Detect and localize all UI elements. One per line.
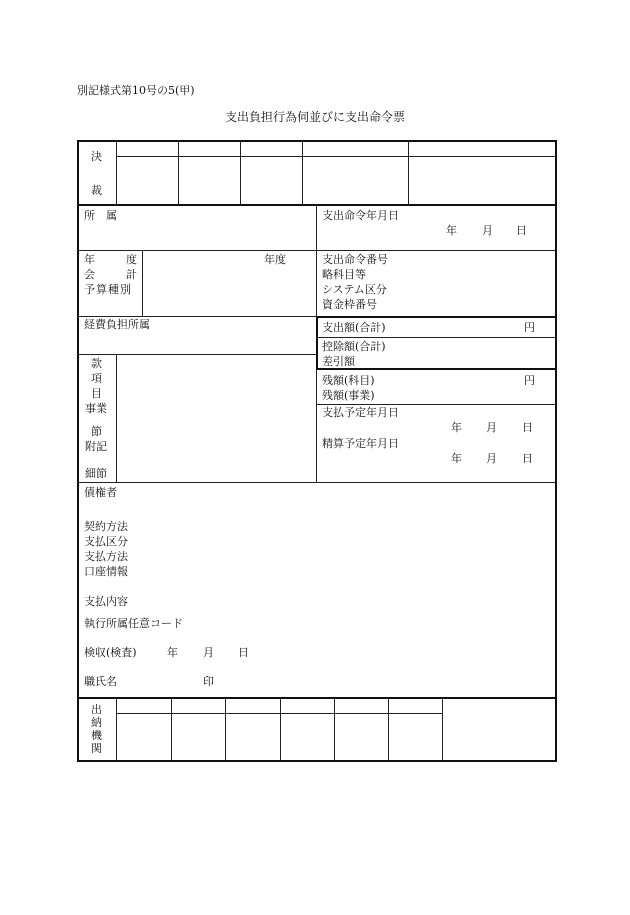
row-line bbox=[78, 354, 316, 355]
treasury-col-line bbox=[171, 699, 172, 761]
order-date-label: 支出命令年月日 bbox=[322, 209, 399, 222]
order-date-month: 月 bbox=[482, 224, 493, 237]
payment-method-label: 支払方法 bbox=[84, 550, 128, 563]
approval-label-top: 決 bbox=[91, 150, 102, 163]
treasury-header-line bbox=[116, 713, 442, 714]
creditor-label: 債権者 bbox=[84, 486, 117, 499]
exec-dept-code-label: 執行所属任意コード bbox=[84, 617, 183, 630]
payment-total-label: 支出額(合計) bbox=[322, 321, 386, 334]
yen-unit: 円 bbox=[524, 374, 535, 387]
planned-payment-date-label: 支払予定年月日 bbox=[322, 406, 399, 419]
approval-header-line bbox=[116, 156, 556, 157]
settlement-day: 日 bbox=[522, 452, 533, 465]
form-number: 別記様式第10号の5(甲) bbox=[77, 84, 195, 97]
seal-mark: 印 bbox=[203, 675, 214, 688]
planned-year: 年 bbox=[451, 421, 462, 434]
treasury-top-border bbox=[77, 697, 557, 699]
account-info-label: 口座情報 bbox=[84, 565, 128, 578]
inspection-day: 日 bbox=[238, 646, 249, 659]
short-item-label: 略科目等 bbox=[322, 268, 366, 281]
treasury-col-line bbox=[442, 699, 443, 761]
contract-method-label: 契約方法 bbox=[84, 520, 128, 533]
inspection-month: 月 bbox=[203, 646, 214, 659]
treasury-col-line bbox=[388, 699, 389, 761]
settlement-month: 月 bbox=[486, 452, 497, 465]
budget-label-divider bbox=[116, 355, 117, 483]
approval-col-line bbox=[408, 141, 409, 205]
order-date-year: 年 bbox=[446, 224, 457, 237]
treasury-divider bbox=[116, 699, 117, 761]
treasury-char2: 納 bbox=[91, 716, 102, 729]
inspection-label: 検収(検査) bbox=[84, 646, 137, 659]
row-line bbox=[317, 404, 556, 405]
account-char2: 計 bbox=[126, 268, 137, 281]
form-title: 支出負担行為伺並びに支出命令票 bbox=[225, 110, 406, 124]
payment-content-label: 支払内容 bbox=[84, 595, 128, 608]
payment-division-label: 支払区分 bbox=[84, 535, 128, 548]
settlement-date-label: 精算予定年月日 bbox=[322, 437, 399, 450]
budget-fuki: 附記 bbox=[85, 440, 107, 453]
yen-unit: 円 bbox=[524, 321, 535, 334]
approval-bottom-border bbox=[77, 204, 557, 206]
row-line bbox=[78, 482, 556, 483]
dept-label: 所 属 bbox=[84, 209, 117, 222]
treasury-col-line bbox=[280, 699, 281, 761]
fiscal-year-suffix: 年度 bbox=[264, 253, 286, 266]
budget-saisetsu: 細節 bbox=[85, 467, 107, 480]
approval-col-line bbox=[240, 141, 241, 205]
net-amount-label: 差引額 bbox=[322, 355, 355, 368]
official-name-label: 職氏名 bbox=[84, 675, 117, 688]
budget-type-label: 予算種別 bbox=[84, 283, 132, 296]
fiscal-label-divider bbox=[142, 251, 143, 317]
amount-row-line bbox=[317, 337, 555, 338]
approval-label-bottom: 裁 bbox=[91, 184, 102, 197]
system-division-label: システム区分 bbox=[322, 283, 387, 296]
order-date-day: 日 bbox=[516, 224, 527, 237]
budget-moku: 目 bbox=[91, 387, 102, 400]
inspection-year: 年 bbox=[167, 646, 178, 659]
order-number-label: 支出命令番号 bbox=[322, 253, 388, 266]
budget-kan: 款 bbox=[91, 357, 102, 370]
deduction-total-label: 控除額(合計) bbox=[322, 340, 386, 353]
approval-col-line bbox=[302, 141, 303, 205]
balance-project-label: 残額(事業) bbox=[322, 389, 375, 402]
account-char1: 会 bbox=[84, 268, 95, 281]
budget-setsu: 節 bbox=[91, 425, 102, 438]
settlement-year: 年 bbox=[451, 452, 462, 465]
approval-col-line bbox=[178, 141, 179, 205]
treasury-char1: 出 bbox=[91, 703, 102, 716]
cost-dept-label: 経費負担所属 bbox=[84, 318, 150, 331]
fiscal-year-char1: 年 bbox=[84, 253, 95, 266]
fund-frame-label: 資金枠番号 bbox=[322, 298, 377, 311]
balance-item-label: 残額(科目) bbox=[322, 374, 375, 387]
budget-kou: 項 bbox=[91, 372, 102, 385]
treasury-col-line bbox=[334, 699, 335, 761]
treasury-col-line bbox=[225, 699, 226, 761]
treasury-char4: 関 bbox=[91, 742, 102, 755]
budget-jigyou: 事業 bbox=[85, 402, 107, 415]
approval-divider bbox=[116, 141, 117, 205]
planned-day: 日 bbox=[522, 421, 533, 434]
treasury-char3: 機 bbox=[91, 729, 102, 742]
row-line bbox=[78, 250, 556, 251]
planned-month: 月 bbox=[486, 421, 497, 434]
fiscal-year-char2: 度 bbox=[126, 253, 137, 266]
